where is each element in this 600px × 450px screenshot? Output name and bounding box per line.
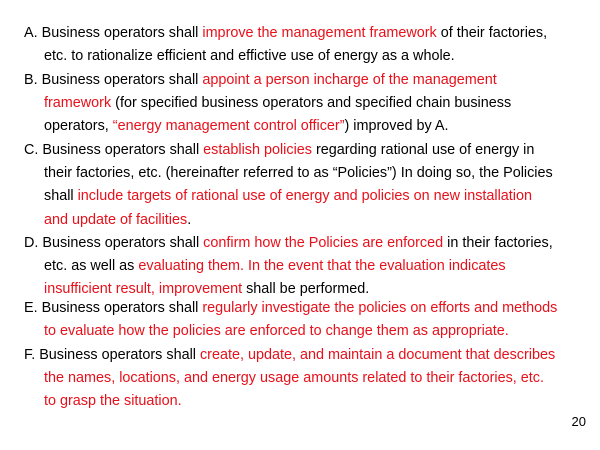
body-text: A. Business operators shall xyxy=(24,25,203,41)
item-line xyxy=(24,367,590,390)
highlighted-text: “energy management control officer” xyxy=(112,118,345,135)
highlighted-text: appoint a person incharge of the management xyxy=(202,72,497,88)
body-text: D. Business operators shall xyxy=(24,235,204,251)
item-line xyxy=(24,115,590,138)
body-text: operators, xyxy=(44,118,113,135)
item-line xyxy=(24,22,590,45)
highlighted-text: and update of facilities xyxy=(44,211,188,228)
body-text: E. Business operators shall xyxy=(24,300,203,316)
page-number: 20 xyxy=(571,414,586,429)
highlighted-text: create, update, and maintain a document that describes xyxy=(199,347,556,363)
body-text: B. Business operators shall xyxy=(24,72,203,88)
item-line xyxy=(24,390,590,413)
body-text: etc. as well as xyxy=(44,258,139,275)
highlighted-text: the names, locations, and energy usage amounts related to their factories, etc. xyxy=(44,370,544,387)
item-line xyxy=(24,92,590,115)
body-text: their factories, etc. (hereinafter referred to as “Policies”) In doing so, the Policies xyxy=(44,165,553,182)
item-b xyxy=(24,69,590,139)
highlighted-text: regularly investigate the policies on efforts and methods xyxy=(202,300,558,316)
body-text: in their factories, xyxy=(443,235,553,251)
body-text: (for specified business operators and specified chain business xyxy=(111,95,512,112)
highlighted-text: to evaluate how the policies are enforced to change them as appropriate. xyxy=(44,323,509,340)
item-d xyxy=(24,232,590,302)
item-line xyxy=(24,320,590,343)
body-text: regarding rational use of energy in xyxy=(311,142,535,158)
item-line xyxy=(24,297,590,320)
body-text: . xyxy=(187,211,192,228)
item-line xyxy=(24,45,590,68)
item-line xyxy=(24,255,590,278)
body-text: C. Business operators shall xyxy=(24,142,204,158)
highlighted-text: establish policies xyxy=(203,142,312,158)
item-c xyxy=(24,139,590,232)
body-text: shall xyxy=(44,188,78,205)
body-text: F. Business operators shall xyxy=(24,347,200,363)
highlighted-text: framework xyxy=(44,95,112,112)
item-f xyxy=(24,344,590,414)
item-line xyxy=(24,232,590,255)
item-e xyxy=(24,297,590,343)
body-text: ) improved by A. xyxy=(344,118,449,135)
highlighted-text: to grasp the situation. xyxy=(44,393,182,410)
highlighted-text: insufficient result, improvement xyxy=(44,281,243,298)
highlighted-text: include targets of rational use of energy and policies on new installation xyxy=(77,188,532,205)
item-line xyxy=(24,139,590,162)
item-a xyxy=(24,22,590,68)
highlighted-text: evaluating them. In the event that the evaluation indicates xyxy=(138,258,506,275)
body-text: etc. to rationalize efficient and effictive use of energy as a whole. xyxy=(44,48,455,65)
item-line xyxy=(24,209,590,232)
highlighted-text: improve the management framework xyxy=(202,25,437,41)
item-line xyxy=(24,162,590,185)
item-line xyxy=(24,69,590,92)
item-line xyxy=(24,344,590,367)
body-text: shall be performed. xyxy=(242,281,370,298)
body-text: of their factories, xyxy=(436,25,548,41)
item-line xyxy=(24,185,590,208)
highlighted-text: confirm how the Policies are enforced xyxy=(203,235,444,251)
